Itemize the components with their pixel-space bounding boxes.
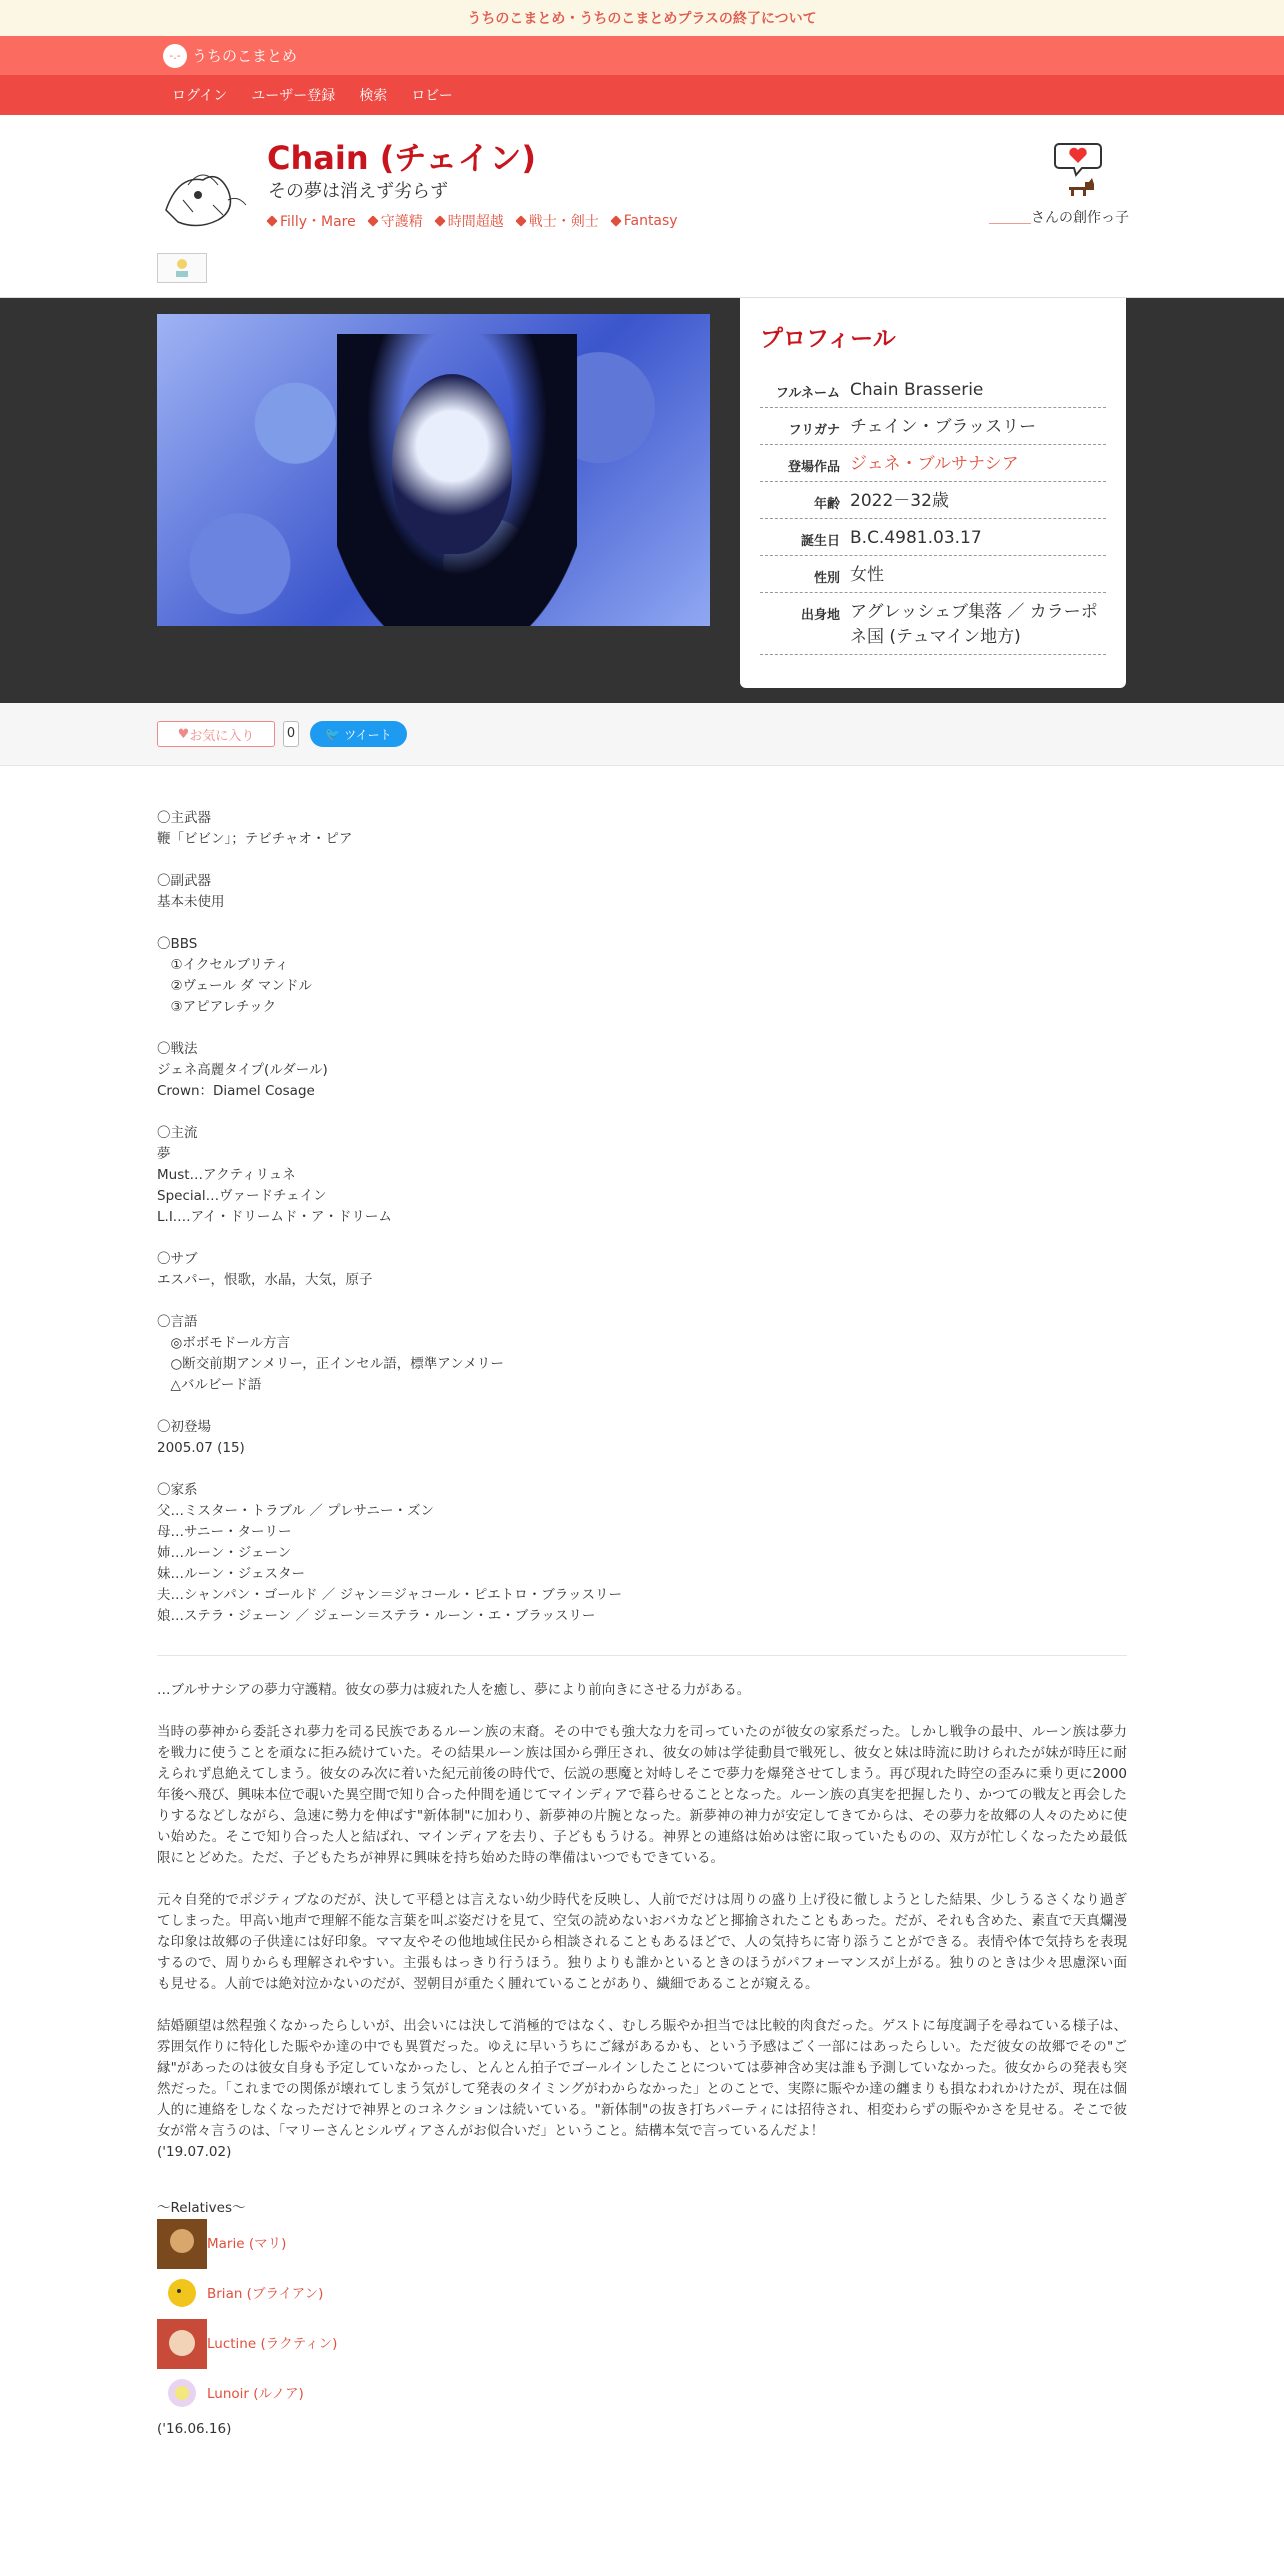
nav-login[interactable]: ログイン <box>172 88 228 104</box>
detail-line: 〇サブ <box>157 1251 198 1267</box>
relatives-date: ('16.06.16) <box>157 2421 232 2437</box>
detail-line: 基本未使用 <box>157 894 225 910</box>
character-portrait <box>157 314 710 626</box>
story-text <box>157 1680 1127 2163</box>
tag-icon <box>515 215 526 226</box>
site-name: うちのこまとめ <box>192 47 298 65</box>
creator-pony-icon <box>989 139 1129 199</box>
detail-line: 〇家系 <box>157 1482 198 1498</box>
tag-icon <box>367 215 378 226</box>
detail-line <box>157 1459 1127 1480</box>
detail-line: 〇言語 <box>157 1314 198 1330</box>
detail-line: 夫…シャンパン・ゴールド ／ ジャン＝ジャコール・ピエトロ・ブラッスリー <box>157 1587 623 1603</box>
detail-line: ジェネ高麗タイプ(ルダール) <box>157 1062 328 1078</box>
service-end-notice[interactable]: うちのこまとめ・うちのこまとめプラスの終了について <box>0 0 1284 36</box>
character-name: Chain (チェイン) <box>267 139 537 177</box>
creator-avatar[interactable] <box>989 139 1129 203</box>
relatives-heading: ～Relatives～ <box>157 2200 246 2216</box>
detail-line: エスパー，恨歌，水晶，大気，原子 <box>157 1272 373 1288</box>
tag-icon <box>610 215 621 226</box>
story-paragraph: 当時の夢神から委託され夢力を司る民族であるルーン族の末裔。その中でも強大な力を司っていたのが彼女の家系だった。しかし戦争の最中、ルーン族は夢力を戦力に使うことを頑なに拒み続けていた。その結果ルーン族は国から弾圧され、彼女の姉は学徒動員で戦死し、彼女と妹は時流に助けられたが妹が時圧に耐えられず息絶えてしまう。彼女のみ次に着いた紀元前後の時代で、伝説の悪魔と対峙しそこで夢力を爆発させてしまう。再び現れた時空の歪みに乗り更に2000年後へ飛び、興味本位で覗いた異空間で知り合った仲間を通じてマインディアで暮らせることとなった。ルーン族の真実を把握したり、かつての戦友と再会したりするなどしながら、急速に勢力を伸ばす"新体制"に加わり、新夢神の片腕となった。新夢神の神力が安定してきてからは、その夢力を故郷の人々のために使い始めた。そこで知り合った人と結ばれ、マインディアを去り、子どももうける。神界との連絡は始めは密に取っていたものの、双方が忙しくなったため最低限にとどめた。ただ、子どもたちが神界に興味を持ち始めた時の準備はいつでもできている。 <box>157 1724 1127 1866</box>
detail-line: ②ヴェール ダ マンドル <box>157 978 312 994</box>
nav-register[interactable]: ユーザー登録 <box>251 88 336 104</box>
relative-thumbnail <box>157 2319 207 2369</box>
relative-item[interactable]: Brian (ブライアン) <box>157 2269 1127 2319</box>
tag[interactable]: Fantasy <box>612 211 678 231</box>
detail-line <box>157 1102 1127 1123</box>
character-header <box>0 115 1284 298</box>
relative-thumbnail <box>157 2219 207 2269</box>
detail-line <box>157 1018 1127 1039</box>
portrait-face <box>392 374 512 554</box>
detail-line: Special…ヴァードチェイン <box>157 1188 327 1204</box>
relative-item[interactable]: Lunoir (ルノア) <box>157 2369 1127 2419</box>
character-subtitle: その夢は消えず劣らず <box>268 181 448 202</box>
favorite-button[interactable]: ♥ お気に入り <box>157 721 275 747</box>
detail-line <box>157 1291 1127 1312</box>
profile-row-series: 登場作品 ジェネ・ブルサナシア <box>760 445 1106 482</box>
detail-line <box>157 850 1127 871</box>
detail-line: ◎ボボモドール方言 <box>157 1335 291 1351</box>
detail-line: ①イクセルブリティ <box>157 957 289 973</box>
section-divider <box>157 1655 1127 1656</box>
detail-line: Must…アクティリュネ <box>157 1167 296 1183</box>
detail-line: 妹…ルーン・ジェスター <box>157 1566 305 1582</box>
detail-line: 〇主流 <box>157 1125 198 1141</box>
character-description <box>157 808 1127 2440</box>
twitter-bird-icon: 🐦 <box>325 727 341 741</box>
relative-thumbnail <box>157 2269 207 2319</box>
story-paragraph: 元々自発的でポジティブなのだが、決して平穏とは言えない幼少時代を反映し、人前でだけは周りの盛り上げ役に徹しようとした結果、少しうるさくなり過ぎてしまった。甲高い地声で理解不能な言葉を叫ぶ姿だけを見て、空気の読めないおバカなどと揶揄されたこともあった。だが、それも含めた、素直で天真爛漫な印象は故郷の子供達には好印象。ママ友やその他地域住民から相談されることもあるほどで、人の気持ちに寄り添うことができる。表情や体で気持ちを表現するので、周りからも理解されやすい。主張もはっきり行うほう。独りよりも誰かといるときのほうがパフォーマンスが上がる。独りのときは少々思慮深い面も見せる。人前では絶対泣かないのだが、翌朝目が重たく腫れていることがあり、繊細であることが窺える。 <box>157 1892 1127 1992</box>
detail-line <box>157 1228 1127 1249</box>
detail-line: 〇主武器 <box>157 810 211 826</box>
profile-card <box>740 298 1126 688</box>
hero-section <box>0 298 1284 703</box>
detail-line: 娘…ステラ・ジェーン ／ ジェーン＝ステラ・ルーン・エ・ブラッスリー <box>157 1608 596 1624</box>
action-bar <box>0 703 1284 766</box>
profile-row-birthplace: 出身地 アグレッシェブ集落 ／ カラーポネ国 (テュマイン地方) <box>760 593 1106 655</box>
tag[interactable]: 時間超越 <box>436 211 504 231</box>
nav-search[interactable]: 検索 <box>359 88 388 104</box>
story-paragraph: 結婚願望は然程強くなかったらしいが、出会いには決して消極的ではなく、むしろ賑やか担当では比較的肉食だった。ゲストに毎度調子を尋ねている様子は、雰囲気作りに特化した賑やか達の中でも異質だった。ゆえに早いうちにご縁があるかも、という予感はごく一部にはあったらしい。ただ彼女の故郷でその"ご縁"があったのは彼女自身も予定していなかったし、とんとん拍子でゴールインしたことについては夢神含め実は誰も予測していなかった。彼女からの発表も突然だった。「これまでの関係が壊れてしまう気がして発表のタイミングがわからなかった」とのことで、実際に賑やか達の纏まりも損なわれかけたが、現在は個人的に連絡をしなくなっただけで神界とのコネクションは続いている。"新体制"の抜き打ちパーティには招待され、相変わらずの賑やかさを見せる。そこで彼女が常々言うのは、「マリーさんとシルヴィアさんがお似合いだ」ということ。結構本気で言っているんだよ！ ('19.07.02) <box>157 2018 1127 2160</box>
tag-icon <box>266 215 277 226</box>
detail-line: 〇戦法 <box>157 1041 198 1057</box>
profile-row-fullname: フルネーム Chain Brasserie <box>760 371 1106 408</box>
detail-line: 夢 <box>157 1146 171 1162</box>
profile-row-birthday: 誕生日 B.C.4981.03.17 <box>760 519 1106 556</box>
creator-credit: ＿＿＿さんの創作っ子 <box>989 210 1129 226</box>
tag[interactable]: 戦士・剣士 <box>517 211 599 231</box>
detail-line <box>157 913 1127 934</box>
profile-row-gender: 性別 女性 <box>760 556 1106 593</box>
detail-line: Crown：Diamel Cosage <box>157 1083 315 1099</box>
brand-bar <box>0 36 1284 75</box>
favorite-count: 0 <box>283 721 299 747</box>
relative-item[interactable]: Luctine (ラクティン) <box>157 2319 1127 2369</box>
nav-lobby[interactable]: ロビー <box>411 88 453 104</box>
details-list <box>157 808 1127 1627</box>
relative-thumbnail <box>157 2369 207 2419</box>
badge-icon[interactable] <box>157 253 207 283</box>
tag[interactable]: Filly・Mare <box>268 211 356 231</box>
detail-line: L.I.…アイ・ドリームド・ア・ドリーム <box>157 1209 392 1225</box>
relative-item[interactable]: Marie (マリ) <box>157 2219 1127 2269</box>
main-nav <box>0 75 1284 115</box>
character-avatar-icon <box>158 150 258 240</box>
detail-line: 父…ミスター・トラブル ／ プレサニー・ズン <box>157 1503 434 1519</box>
tweet-button[interactable]: 🐦 ツイート <box>310 721 407 747</box>
creator-link[interactable]: ＿＿＿ <box>989 210 1031 226</box>
detail-line: 〇副武器 <box>157 873 211 889</box>
detail-line: 姉…ルーン・ジェーン <box>157 1545 292 1561</box>
heart-icon: ♥ <box>177 726 190 742</box>
tag[interactable]: 守護精 <box>369 211 423 231</box>
profile-row-furigana: フリガナ チェイン・ブラッスリー <box>760 408 1106 445</box>
site-brand[interactable] <box>163 36 1284 75</box>
detail-line: ○断交前期アンメリー，正インセル語，標準アンメリー <box>157 1356 504 1372</box>
detail-line: 2005.07 (15) <box>157 1440 245 1456</box>
profile-row-age: 年齢 2022－32歳 <box>760 482 1106 519</box>
detail-line <box>157 1396 1127 1417</box>
site-logo-icon: -.- <box>163 44 187 68</box>
tag-icon <box>434 215 445 226</box>
detail-line: ③アピアレチック <box>157 999 277 1015</box>
detail-line: △バルビード語 <box>157 1377 262 1393</box>
story-paragraph: …ブルサナシアの夢力守護精。彼女の夢力は疲れた人を癒し、夢により前向きにさせる力がある。 <box>157 1682 751 1698</box>
detail-line: 〇BBS <box>157 936 198 952</box>
series-link[interactable]: ジェネ・ブルサナシア <box>850 454 1019 474</box>
detail-line: 母…サニー・ターリー <box>157 1524 292 1540</box>
profile-heading: プロフィール <box>760 326 896 352</box>
detail-line: 〇初登場 <box>157 1419 211 1435</box>
tag-list <box>268 211 678 231</box>
detail-line: 鞭「ビビン」；テビチャオ・ピア <box>157 831 353 847</box>
